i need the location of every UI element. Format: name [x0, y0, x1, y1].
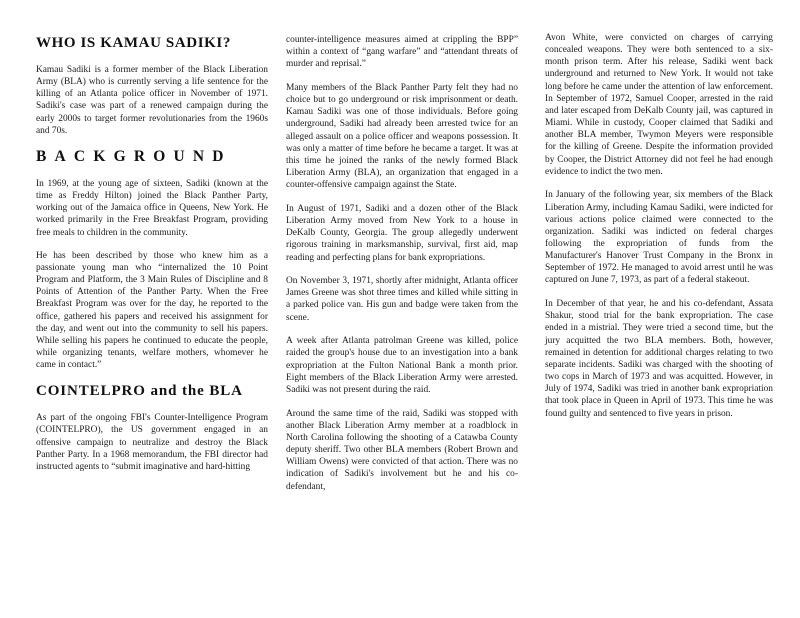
heading-background: BACKGROUND	[36, 147, 232, 165]
paragraph-counter-intel: counter-intelligence measures aimed at crippling the BPP” within a context of “gang warfare” and “attendant threats of murder and reprisal.”	[286, 35, 518, 70]
paragraph-described: He has been described by those who knew him as a passionate young man who “internalized the 10 Point Program and Platform, the 3 Main Rules of Discipline and 8 Points of Attention of the Panther Party. When the Free Breakfast Program was over for the day, he reported to the office, gathered his papers and received his assignment for the day, and went out into the community to sell his papers. While selling his papers he continued to educate the people, while organizing tenants, welfare mothers, whomever he came in contact.”	[36, 250, 268, 371]
paragraph-raid: A week after Atlanta patrolman Greene was killed, police raided the group's house due to an investigation into a bank expropriation at the Fulton National Bank a month prior. Eight members of the Black Liberation Army were arrested. Sadiki was not present during the raid.	[286, 336, 518, 395]
heading-cointelpro: COINTELPRO and the BLA	[36, 383, 243, 400]
column-2	[286, 34, 518, 504]
heading-who-is-kamau-sadiki: WHO IS KAMAU SADIKI?	[36, 35, 231, 51]
paragraph-avon-white: Avon White, were convicted on charges of carrying concealed weapons. They were both sentenced to a six-month prison term. After his release, Sadiki went back underground and returned to New York. It would not take long before he came under the attention of law enforcement. In September of 1972, Samuel Cooper, arrested in the raid and later escaped from DeKalb County jail, was captured in Miami. While in custody, Cooper claimed that Sadiki and another BLA member, Twymon Meyers were responsible for the killing of Greene. Despite the information provided by Cooper, the District Attorney did not feel he had enough evidence to indict the two men.	[545, 33, 773, 177]
paragraph-cointelpro: As part of the ongoing FBI's Counter-Intelligence Program (COINTELPRO), the US government engaged in an offensive campaign to neutralize and destroy the Black Panther Party. In a 1968 memorandum, the FBI director had instructed agents to “submit imaginative and hard-hitting	[36, 413, 268, 472]
paragraph-underground: Many members of the Black Panther Party felt they had no choice but to go underground or risk imprisonment or death. Kamau Sadiki was one of those individuals. Before going underground, Sadiki had already been arrested twice for an alleged assault on a police officer and weapons possession. It was only a matter of time before he became a target. It was at this time he joined the ranks of the newly formed Black Liberation Army (BLA), an organization that engaged in a counter-offensive campaign against the State.	[286, 82, 518, 191]
paragraph-intro: Kamau Sadiki is a former member of the Black Liberation Army (BLA) who is currently serving a life sentence for the killing of an Atlanta police officer in November of 1971. Sadiki's case was part of a renewed campaign during the early 2000s to target former revolutionaries from the 1960s and 70s.	[36, 65, 268, 136]
paragraph-dekalb: In August of 1971, Sadiki and a dozen other of the Black Liberation Army moved from New York to a house in DeKalb County, Georgia. The group allegedly underwent rigorous training in marksmanship, survival, first aid, map reading and perfecting plans for bank expropriations.	[286, 203, 518, 263]
paragraph-panther-join: In 1969, at the young age of sixteen, Sadiki (known at the time as Freddy Hilton) joined the Black Panther Party, working out of the Jamaica office in Queens, New York. He worked primarily in the Free Breakfast Program, providing free meals to children in the community.	[36, 178, 268, 238]
paragraph-greene-shot: On November 3, 1971, shortly after midnight, Atlanta officer James Greene was shot three times and killed while sitting in a parked police van. His gun and badge were taken from the scene.	[286, 276, 518, 323]
paragraph-trial: In December of that year, he and his co-defendant, Assata Shakur, stood trial for the bank expropriation. The case ended in a mistrial. They were tried a second time, but the jury acquitted the two BLA members. Both, however, remained in detention for additional charges relating to two separate incidents. Sadiki was charged with the shooting of two cops in March of 1973 and was acquitted. However, in July of 1974, Sadiki was tried in another bank expropriation that took place in Queen in April of 1973. This time he was found guilty and sentenced to five years in prison.	[545, 299, 773, 419]
column-3	[545, 32, 773, 431]
column-1	[36, 34, 268, 484]
paragraph-indictment: In January of the following year, six members of the Black Liberation Army, including Kamau Sadiki, were indicted for various actions police claimed were connected to the organization. Sadiki was indicted on federal charges following the expropriation of funds from the Manufacturer's Hanover Trust Company in the Bronx in September of 1972. He managed to avoid arrest until he was captured on June 7, 1973, as part of a federal stakeout.	[545, 190, 773, 286]
paragraph-roadblock: Around the same time of the raid, Sadiki was stopped with another Black Liberation Army member at a roadblock in North Carolina following the shooting of a Catawba County deputy sheriff. Two other BLA members (Robert Brown and William Owens) were convicted of that action. There was no indication of Sadiki's involvement but he and his co-defendant,	[286, 408, 518, 492]
